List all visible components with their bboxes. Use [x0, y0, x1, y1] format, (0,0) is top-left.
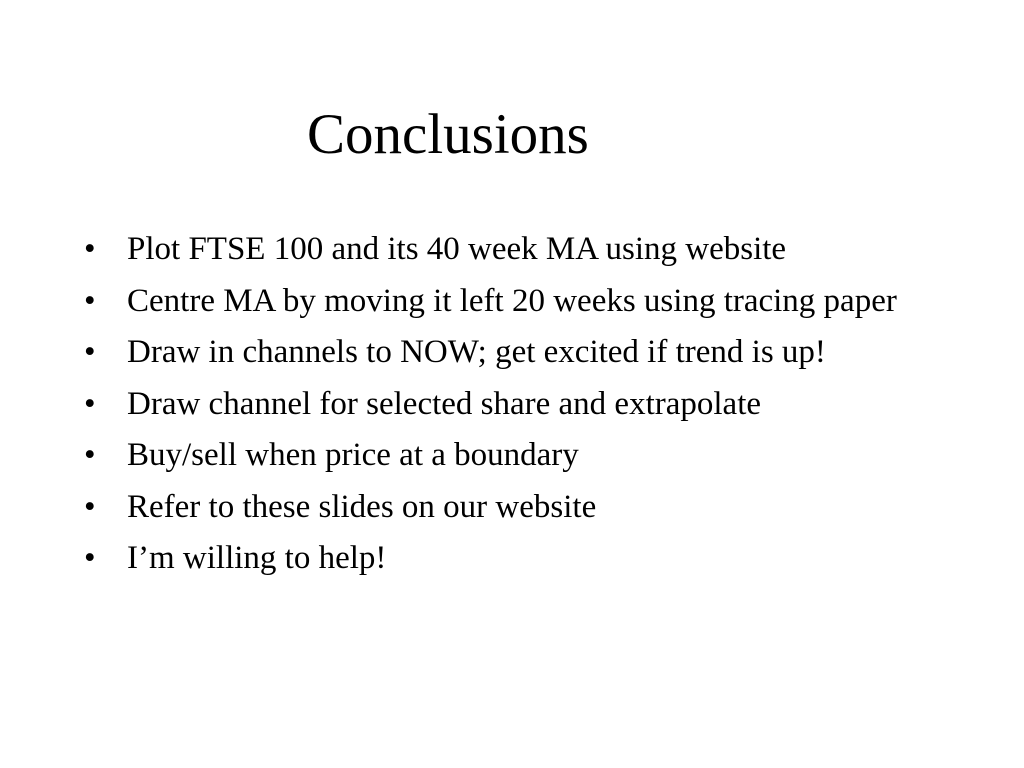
bullet-text: Buy/sell when price at a boundary [127, 437, 579, 473]
bullet-item [84, 537, 944, 579]
bullet-item [84, 280, 944, 322]
bullet-item [84, 228, 944, 270]
bullet-text: Draw channel for selected share and extrapolate [127, 385, 762, 422]
bullet-text: Draw in channels to NOW; get excited if trend is up! [127, 334, 826, 370]
bullet-item [84, 486, 944, 528]
bullet-icon: • [84, 385, 96, 422]
bullet-icon: • [84, 231, 96, 267]
bullet-text: Centre MA by moving it left 20 weeks using tracing paper [127, 282, 897, 319]
bullet-item [84, 383, 944, 425]
bullet-icon: • [84, 540, 96, 576]
bullet-text: Refer to these slides on our website [127, 488, 597, 525]
bullet-icon: • [84, 488, 96, 525]
bullet-list [84, 228, 944, 589]
bullet-text: Plot FTSE 100 and its 40 week MA using website [127, 231, 787, 267]
bullet-item [84, 331, 944, 373]
bullet-text: I’m willing to help! [127, 540, 387, 576]
slide-title: Conclusions [307, 103, 589, 166]
bullet-icon: • [84, 334, 96, 370]
bullet-item [84, 434, 944, 476]
bullet-icon: • [84, 282, 96, 319]
bullet-icon: • [84, 437, 96, 473]
